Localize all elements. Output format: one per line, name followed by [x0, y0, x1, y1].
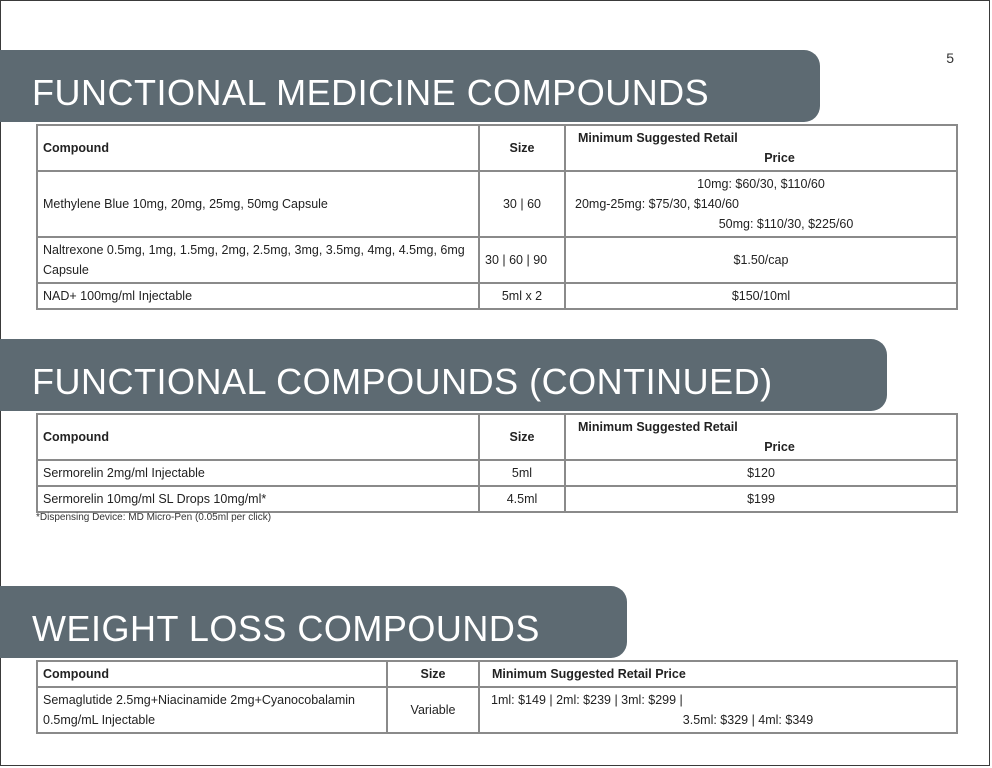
header-price: Minimum Suggested Retail Price [565, 125, 957, 171]
table-header-row [37, 414, 957, 460]
compound-cell: Sermorelin 2mg/ml Injectable [37, 460, 479, 486]
header-price: Minimum Suggested Retail Price [565, 414, 957, 460]
price-cell: $1.50/cap [565, 237, 957, 283]
table-row [37, 486, 957, 512]
price-cell: 1ml: $149 | 2ml: $239 | 3ml: $299 | 3.5ml: $329 | 4ml: $349 [479, 687, 957, 733]
table-row [37, 237, 957, 283]
section-title: FUNCTIONAL COMPOUNDS (CONTINUED) [32, 361, 773, 402]
table-header-row [37, 125, 957, 171]
section-banner-functional-continued [0, 339, 887, 411]
section-title: FUNCTIONAL MEDICINE COMPOUNDS [32, 72, 710, 113]
header-compound: Compound [37, 414, 479, 460]
weight-loss-table [36, 660, 958, 734]
compound-cell: Semaglutide 2.5mg+Niacinamide 2mg+Cyanocobalamin 0.5mg/mL Injectable [37, 687, 387, 733]
header-price: Minimum Suggested Retail Price [479, 661, 957, 687]
header-size: Size [479, 414, 565, 460]
size-cell: 5ml [479, 460, 565, 486]
functional-medicine-table [36, 124, 958, 310]
table-header-row [37, 661, 957, 687]
compound-cell: NAD+ 100mg/ml Injectable [37, 283, 479, 309]
header-compound: Compound [37, 661, 387, 687]
table-row [37, 283, 957, 309]
header-size: Size [479, 125, 565, 171]
price-cell: $150/10ml [565, 283, 957, 309]
page-number: 5 [946, 50, 954, 66]
footnote: *Dispensing Device: MD Micro-Pen (0.05ml per click) [36, 512, 272, 523]
header-compound: Compound [37, 125, 479, 171]
header-size: Size [387, 661, 479, 687]
functional-continued-table [36, 413, 958, 513]
section-banner-functional-medicine [0, 50, 820, 122]
section-banner-weight-loss [0, 586, 627, 658]
compound-cell: Methylene Blue 10mg, 20mg, 25mg, 50mg Capsule [37, 171, 479, 237]
price-cell: $120 [565, 460, 957, 486]
size-cell: Variable [387, 687, 479, 733]
size-cell: 30 | 60 | 90 [479, 237, 565, 283]
compound-cell: Naltrexone 0.5mg, 1mg, 1.5mg, 2mg, 2.5mg, 3mg, 3.5mg, 4mg, 4.5mg, 6mg Capsule [37, 237, 479, 283]
size-cell: 5ml x 2 [479, 283, 565, 309]
size-cell: 4.5ml [479, 486, 565, 512]
table-row [37, 460, 957, 486]
size-cell: 30 | 60 [479, 171, 565, 237]
price-cell: 10mg: $60/30, $110/60 20mg-25mg: $75/30, $140/60 50mg: $110/30, $225/60 [565, 171, 957, 237]
table-row [37, 171, 957, 237]
section-title: WEIGHT LOSS COMPOUNDS [32, 608, 540, 649]
compound-cell: Sermorelin 10mg/ml SL Drops 10mg/ml* [37, 486, 479, 512]
table-row [37, 687, 957, 733]
price-cell: $199 [565, 486, 957, 512]
